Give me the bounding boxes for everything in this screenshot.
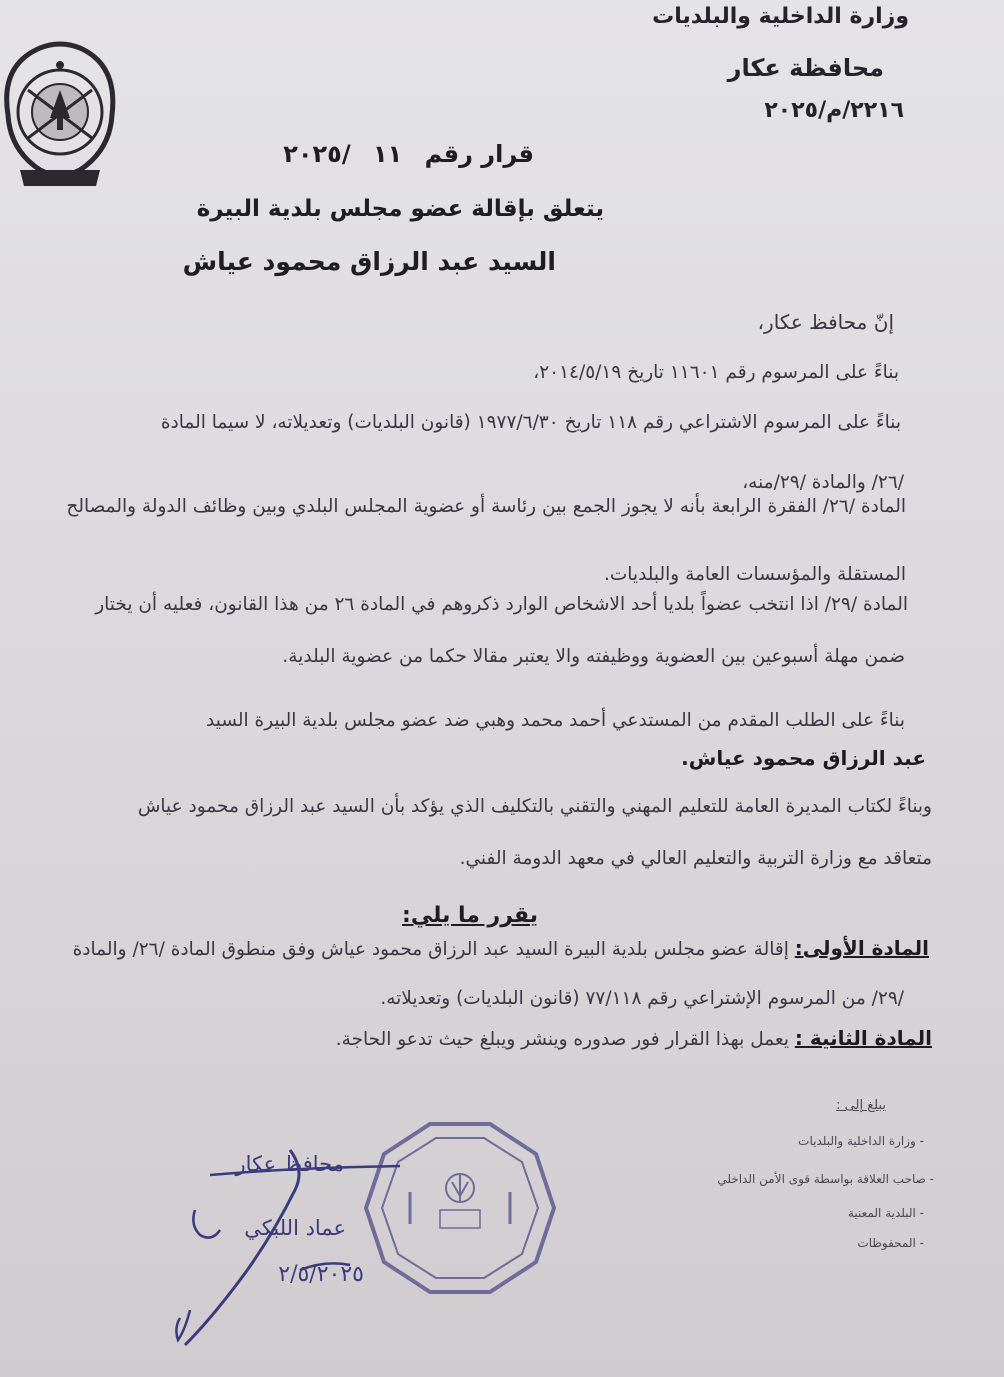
preamble-line: المستقلة والمؤسسات العامة والبلديات.: [604, 564, 906, 585]
distribution-item: - البلدية المعنية: [847, 1206, 924, 1220]
distribution-item: - المحفوظات: [857, 1236, 924, 1250]
preamble-line: بناءً على المرسوم الاشتراعي رقم ١١٨ تاريخ ١٩٧٧/٦/٣٠ (قانون البلديات) وتعديلاته، لا سيما المادة: [160, 412, 901, 433]
preamble-line: المادة /٢٩/ اذا انتخب عضواً بلديا أحد الاشخاص الوارد ذكروهم في المادة ٢٦ من هذا القانون، فعليه أن يختار: [95, 594, 908, 615]
decision-person: السيد عبد الرزاق محمود عياش: [182, 247, 556, 276]
distribution-title: يبلغ إلى :: [836, 1098, 886, 1113]
signature-date: ٢/٥/٢٠٢٥: [278, 1262, 364, 1287]
governorate-name: محافظة عكار: [727, 54, 884, 82]
distribution-item: - صاحب العلاقة بواسطة قوى الأمن الداخلي: [717, 1172, 934, 1186]
preamble-line: المادة /٢٦/ الفقرة الرابعة بأنه لا يجوز الجمع بين رئاسة أو عضوية المجلس البلدي وبين وظائف الدولة والمصالح: [66, 496, 906, 517]
article-second-text: يعمل بهذا القرار فور صدوره وينشر ويبلغ حيث تدعو الحاجة.: [335, 1029, 789, 1050]
decision-year: /٢٠٢٥: [283, 140, 351, 168]
preamble-line: متعاقد مع وزارة التربية والتعليم العالي في معهد الدومة الفني.: [459, 848, 932, 869]
ministry-name: وزارة الداخلية والبلديات: [652, 4, 909, 29]
article-second: [336, 1028, 932, 1050]
preamble-line: بناءً على الطلب المقدم من المستدعي أحمد محمد وهبي ضد عضو مجلس بلدية البيرة السيد: [206, 710, 905, 731]
article-first: [73, 938, 929, 960]
decides-heading: يقرر ما يلي:: [402, 903, 538, 928]
preamble-line: عبد الرزاق محمود عياش.: [681, 746, 926, 770]
preamble-opening: إنّ محافظ عكار،: [757, 310, 894, 334]
ministry-emblem-logo: [0, 20, 120, 200]
article-second-label: المادة الثانية :: [794, 1026, 932, 1050]
preamble-line: /٢٦/ والمادة /٢٩/منه،: [742, 472, 904, 493]
article-first-continuation: /٢٩/ من المرسوم الإشتراعي رقم ٧٧/١١٨ (قانون البلديات) وتعديلاته.: [380, 988, 904, 1009]
decision-number: ١١: [372, 140, 403, 168]
reference-number: ٢٢١٦/م/٢٠٢٥: [764, 98, 904, 123]
handwritten-signature: [150, 1130, 410, 1360]
preamble-line: وبناءً لكتاب المديرة العامة للتعليم المهني والتقني بالتكليف الذي يؤكد بأن السيد عبد الرزاق محمود عياش: [137, 796, 932, 817]
distribution-item: - وزارة الداخلية والبلديات: [798, 1134, 924, 1148]
decision-subject: يتعلق بإقالة عضو مجلس بلدية البيرة: [196, 196, 604, 222]
preamble-line: ضمن مهلة أسبوعين بين العضوية ووظيفته والا يعتبر مقالا حكما من عضوية البلدية.: [282, 646, 905, 667]
decision-number-line: [283, 140, 534, 168]
preamble-line: بناءً على المرسوم رقم ١١٦٠١ تاريخ ٢٠١٤/٥/١٩،: [533, 362, 899, 383]
decision-number-prefix: قرار رقم: [424, 140, 534, 168]
article-first-label: المادة الأولى:: [794, 936, 929, 960]
article-first-text: إقالة عضو مجلس بلدية البيرة السيد عبد الرزاق محمود عياش وفق منطوق المادة /٢٦/ والمادة: [72, 939, 789, 960]
signature-title: محافظ عكار: [235, 1152, 344, 1176]
signature-name: عماد اللبكي: [244, 1216, 346, 1240]
